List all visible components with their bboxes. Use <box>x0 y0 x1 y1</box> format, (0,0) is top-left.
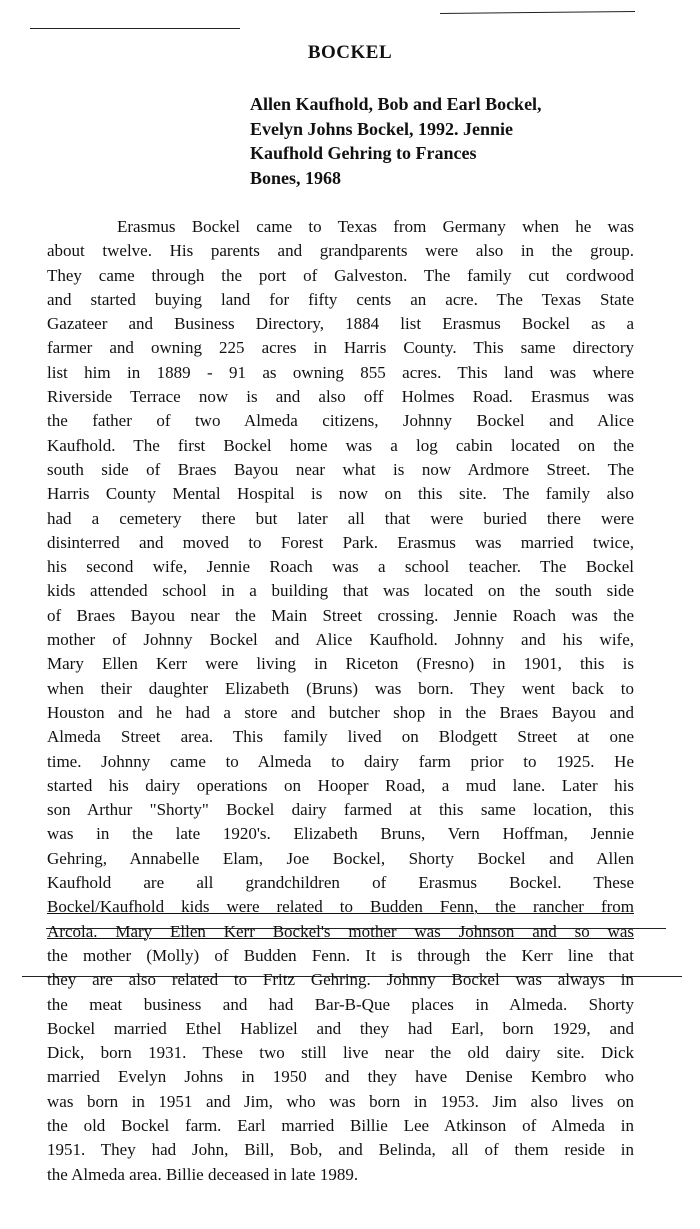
source-citation <box>250 92 670 190</box>
body-line: Gazateer and Business Directory, 1884 list Erasmus Bockel as a <box>47 314 634 334</box>
underlined-body-line: Bockel/Kaufhold kids were related to Budden Fenn, the rancher from <box>47 897 634 917</box>
body-line: when their daughter Elizabeth (Bruns) was born. They went back to <box>47 678 634 698</box>
body-line: Kaufhold are all grandchildren of Erasmus Bockel. These <box>47 873 634 893</box>
source-line: Evelyn Johns Bockel, 1992. Jennie <box>250 118 514 139</box>
body-line: of Braes Bayou near the Main Street crossing. Jennie Roach was the <box>47 605 634 625</box>
body-line: list him in 1889 - 91 as owning 855 acres. This land was where <box>47 362 634 382</box>
top-rule-left <box>30 28 240 29</box>
body-line: Houston and he had a store and butcher shop in the Braes Bayou and <box>47 702 634 722</box>
body-line: was born in 1951 and Jim, who was born in 1953. Jim also lives on <box>47 1091 634 1111</box>
body-line: had a cemetery there but later all that were buried there were <box>47 508 634 528</box>
body-line: time. Johnny came to Almeda to dairy farm prior to 1925. He <box>47 751 634 771</box>
body-line: the meat business and had Bar-B-Que places in Almeda. Shorty <box>47 994 634 1014</box>
body-line: Dick, born 1931. These two still live near the old dairy site. Dick <box>47 1043 634 1063</box>
body-line: south side of Braes Bayou near what is now Ardmore Street. The <box>47 459 634 479</box>
underlined-body-line: Arcola. Mary Ellen Kerr Bockel's mother was Johnson and so was <box>47 921 634 941</box>
body-line: the Almeda area. Billie deceased in late 1989. <box>47 1164 359 1184</box>
page-title: BOCKEL <box>307 42 393 63</box>
body-line: the mother (Molly) of Budden Fenn. It is through the Kerr line that <box>47 945 634 965</box>
source-line: Bones, 1968 <box>250 167 342 188</box>
body-line: about twelve. His parents and grandparents were also in the group. <box>47 241 634 261</box>
body-line: disinterred and moved to Forest Park. Erasmus was married twice, <box>47 532 634 552</box>
body-line: the old Bockel farm. Earl married Billie Lee Atkinson of Almeda in <box>47 1115 634 1135</box>
body-line: mother of Johnny Bockel and Alice Kaufhold. Johnny and his wife, <box>47 630 634 650</box>
source-line: Kaufhold Gehring to Frances <box>250 143 477 163</box>
body-line: they are also related to Fritz Gehring. Johnny Bockel was always in <box>47 970 634 990</box>
body-line: Mary Ellen Kerr were living in Riceton (Fresno) in 1901, this is <box>47 654 634 674</box>
body-line: started his dairy operations on Hooper Road, a mud lane. Later his <box>47 775 634 795</box>
top-rule-right <box>440 11 635 14</box>
body-line: kids attended school in a building that was located on the south side <box>47 581 634 601</box>
body-line: 1951. They had John, Bill, Bob, and Belinda, all of them reside in <box>47 1140 634 1160</box>
body-line: his second wife, Jennie Roach was a school teacher. The Bockel <box>47 557 634 577</box>
body-text <box>47 215 634 1187</box>
body-line: son Arthur "Shorty" Bockel dairy farmed at this same location, this <box>47 800 634 820</box>
body-line: farmer and owning 225 acres in Harris County. This same directory <box>47 338 634 358</box>
body-line: Almeda Street area. This family lived on Blodgett Street at one <box>47 727 634 747</box>
body-line: married Evelyn Johns in 1950 and they have Denise Kembro who <box>47 1067 634 1087</box>
body-line: Bockel married Ethel Hablizel and they had Earl, born 1929, and <box>47 1018 634 1038</box>
body-line: Gehring, Annabelle Elam, Joe Bockel, Shorty Bockel and Allen <box>47 848 634 868</box>
body-line: and started buying land for fifty cents an acre. The Texas State <box>47 289 634 309</box>
body-line: was in the late 1920's. Elizabeth Bruns, Vern Hoffman, Jennie <box>47 824 634 844</box>
body-line: Kaufhold. The first Bockel home was a log cabin located on the <box>47 435 634 455</box>
body-line: Harris County Mental Hospital is now on this site. The family also <box>47 484 634 504</box>
body-line: They came through the port of Galveston. The family cut cordwood <box>47 265 634 285</box>
body-line: the father of two Almeda citizens, Johnny Bockel and Alice <box>47 411 634 431</box>
source-line: Allen Kaufhold, Bob and Earl Bockel, <box>250 94 542 114</box>
body-line: Riverside Terrace now is and also off Holmes Road. Erasmus was <box>47 387 634 407</box>
body-line: Erasmus Bockel came to Texas from Germany when he was <box>117 217 634 236</box>
